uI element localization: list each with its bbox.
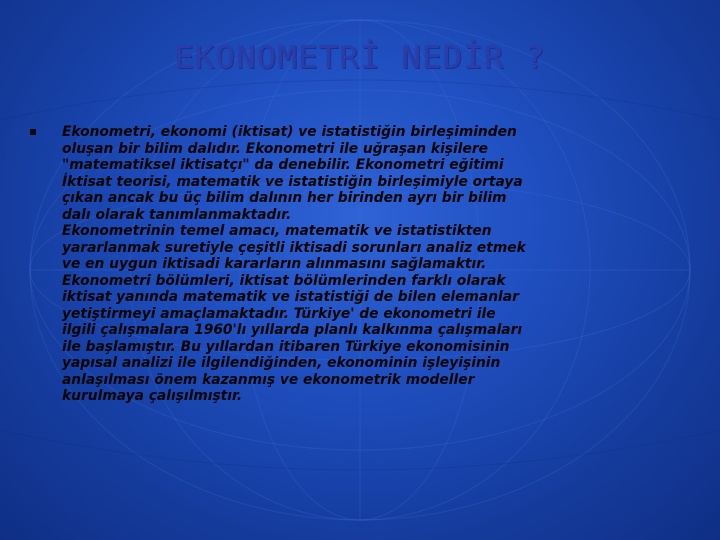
bullet-paragraph: Ekonometri, ekonomi (iktisat) ve istatistiğin birleşiminden oluşan bir bilim dalıdır. Ekonometri ile uğraşan kişilere "matematiksel iktisatçı" da denebilir. Ekonometri eğitimi İktisat teorisi, matematik ve istatistiğin birleşimiyle ortaya çıkan ancak bu üç bilim dalının her birinden ayrı bir bilim dalı olarak tanımlanmaktadır. Ekonometrinin temel amacı, matematik ve istatistikten yararlanmak suretiyle çeşitli iktisadi sorunları analiz etmek ve en uygun iktisadi kararların alınmasını sağlamaktır. Ekonometri bölümleri, iktisat bölümlerinden farklı olarak iktisat yanında matematik ve istatistiği de bilen elemanlar yetiştirmeyi amaçlamaktadır. Türkiye' de ekonometri ile ilgili çalışmalara 1960'lı yıllarda planlı kalkınma çalışmaları ile başlamıştır. Bu yıllardan itibaren Türkiye ekonomisinin yapısal analizi ile ilgilendiğinden, ekonominin işleyişinin anlaşılması önem kazanmış ve ekonometrik modeller kurulmaya çalışılmıştır. — [62, 124, 526, 404]
square-bullet-icon — [30, 129, 36, 135]
slide-title: EKONOMETRİ NEDİR ? — [174, 40, 546, 76]
